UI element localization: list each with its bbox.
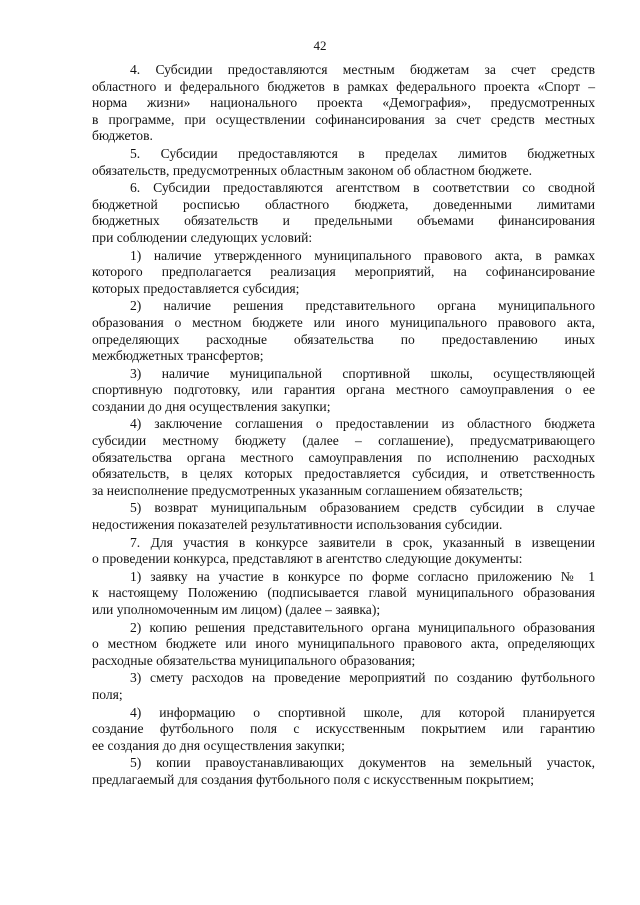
text-line: субсидии местному бюджету (далее – соглашение), предусматривающего	[92, 433, 595, 449]
text-line: ее создания до дня осуществления закупки;	[92, 737, 345, 753]
text-line: образования о местном бюджете или иного муниципального правового акта,	[92, 314, 595, 330]
text-line: спортивную подготовку, или гарантия органа местного самоуправления о ее	[92, 382, 595, 398]
text-line: которых предоставляется субсидия;	[92, 280, 300, 296]
paragraph	[92, 755, 595, 788]
text-line: о проведении конкурса, представляют в агентство следующие документы:	[92, 551, 523, 567]
text-line: 3) смету расходов на проведение мероприятий по созданию футбольного	[130, 670, 595, 686]
text-line: обязательства органа местного самоуправления по исполнению расходных	[92, 449, 595, 465]
text-line: 5. Субсидии предоставляются в пределах лимитов бюджетных	[130, 145, 595, 161]
text-line: 4) информацию о спортивной школе, для которой планируется	[130, 704, 595, 720]
text-line: обязательств, предусмотренных областным законом об областном бюджете.	[92, 162, 533, 178]
text-line: бюджетов.	[92, 128, 153, 144]
text-line: предлагаемый для создания футбольного поля с искусственным покрытием;	[92, 771, 534, 787]
paragraph	[92, 500, 595, 533]
paragraph	[92, 146, 595, 179]
paragraph	[92, 620, 595, 670]
text-line: о местном бюджете или иного муниципального правового акта, определяющих	[92, 636, 595, 652]
text-line: создание футбольного поля с искусственным покрытием или гарантию	[92, 721, 595, 737]
text-line: обязательств, в целях которых предоставляется субсидия, и ответственность	[92, 466, 595, 482]
text-line: определяющих расходные обязательства по предоставлению иных	[92, 331, 595, 347]
page-number: 42	[313, 38, 327, 53]
text-line: 3) наличие муниципальной спортивной школы, осуществляющей	[130, 365, 595, 381]
text-line: 2) копию решения представительного органа муниципального образования	[130, 619, 595, 635]
text-line: бюджетных обязательств и предельными объемами финансирования	[92, 213, 595, 229]
text-line: 5) копии правоустанавливающих документов на земельный участок,	[130, 755, 595, 771]
document-body	[92, 62, 595, 790]
text-line: расходные обязательства муниципального образования;	[92, 652, 416, 668]
text-line: 1) наличие утвержденного муниципального правового акта, в рамках	[130, 247, 595, 263]
paragraph	[92, 180, 595, 246]
text-line: норма жизни» национального проекта «Демография», предусмотренных	[92, 95, 595, 111]
text-line: областного и федерального бюджетов в рамках федерального проекта «Спорт –	[92, 78, 595, 94]
text-line: недостижения показателей результативности использования субсидии.	[92, 517, 503, 533]
text-line: 2) наличие решения представительного органа муниципального	[130, 298, 595, 314]
text-line: 5) возврат муниципальным образованием средств субсидии в случае	[130, 500, 595, 516]
text-line: бюджетной росписью областного бюджета, доведенными лимитами	[92, 196, 595, 212]
text-line: к настоящему Положению (подписывается главой муниципального образования	[92, 585, 595, 601]
paragraph	[92, 248, 595, 298]
text-line: 4. Субсидии предоставляются местным бюджетам за счет средств	[130, 62, 595, 77]
text-line: 4) заключение соглашения о предоставлении из областного бюджета	[130, 416, 595, 432]
text-line: в программе, при осуществлении софинансирования за счет средств местных	[92, 111, 595, 127]
paragraph	[92, 62, 595, 145]
paragraph	[92, 535, 595, 568]
paragraph	[92, 670, 595, 703]
paragraph	[92, 366, 595, 416]
paragraph	[92, 416, 595, 499]
paragraph	[92, 705, 595, 755]
text-line: 7. Для участия в конкурсе заявители в срок, указанный в извещении	[130, 534, 595, 550]
text-line: или уполномоченным им лицом) (далее – заявка);	[92, 602, 381, 617]
text-line: поля;	[92, 686, 123, 702]
text-line: межбюджетных трансфертов;	[92, 348, 264, 364]
text-line: 6. Субсидии предоставляются агентством в соответствии со сводной	[130, 180, 595, 196]
text-line: которого предполагается реализация мероприятий, на софинансирование	[92, 264, 595, 280]
text-line: при соблюдении следующих условий:	[92, 229, 313, 245]
paragraph	[92, 569, 595, 619]
text-line: создании до дня осуществления закупки;	[92, 398, 331, 414]
paragraph	[92, 298, 595, 364]
text-line: 1) заявку на участие в конкурсе по форме согласно приложению № 1	[130, 568, 595, 584]
text-line: за неисполнение предусмотренных указанным соглашением обязательств;	[92, 482, 523, 498]
